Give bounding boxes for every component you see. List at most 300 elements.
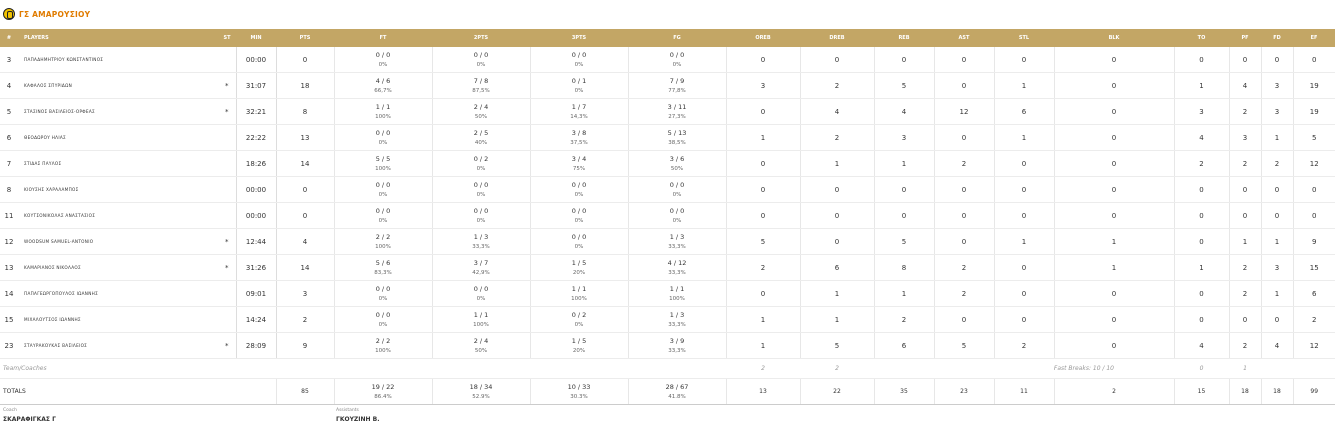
player-name[interactable]: ΠΑΠΑΓΕΩΡΓΟΠΟΥΛΟΣ ΙΩΑΝΝΗΣ	[18, 281, 218, 307]
three-pointers	[530, 229, 628, 255]
two-pointers	[432, 255, 530, 281]
field-goals	[628, 99, 726, 125]
header-blk[interactable]: BLK	[1054, 29, 1174, 47]
two-pointers-pct: 0%	[476, 191, 486, 198]
table-row[interactable]	[0, 281, 1335, 307]
stat-stl: 0	[994, 307, 1054, 333]
free-throws-pct: 83,3%	[374, 269, 392, 276]
minutes: 00:00	[236, 47, 276, 73]
starter-mark	[218, 203, 236, 229]
stat-blk: 0	[1054, 281, 1174, 307]
player-name[interactable]: ΚΟΥΤΣΟΝΙΚΟΛΑΣ ΑΝΑΣΤΑΣΙΟΣ	[18, 203, 218, 229]
free-throws	[334, 307, 432, 333]
player-name[interactable]: WOODSUM SAMUEL-ANTONIO	[18, 229, 218, 255]
free-throws-pct: 0%	[378, 217, 388, 224]
three-pointers-pct: 75%	[572, 165, 586, 172]
table-row[interactable]	[0, 255, 1335, 281]
free-throws-made: 4 / 6	[375, 76, 391, 85]
stat-dreb: 5	[800, 333, 874, 359]
stat-to: 4	[1174, 125, 1229, 151]
team-header	[0, 0, 1343, 28]
points: 8	[276, 99, 334, 125]
stat-stl: 0	[994, 281, 1054, 307]
player-name[interactable]: ΚΑΦΑΛΟΣ ΣΠΥΡΙΔΩΝ	[18, 73, 218, 99]
stat-stl: 2	[994, 333, 1054, 359]
stat-pf: 0	[1229, 307, 1261, 333]
header-oreb[interactable]: OREB	[726, 29, 800, 47]
stat-reb: 2	[874, 307, 934, 333]
field-goals-made: 3 / 11	[667, 102, 687, 111]
free-throws	[334, 73, 432, 99]
stat-reb: 3	[874, 125, 934, 151]
free-throws	[334, 125, 432, 151]
two-pointers-pct: 33,3%	[472, 243, 490, 250]
stat-stl: 0	[994, 255, 1054, 281]
field-goals	[628, 229, 726, 255]
free-throws	[334, 99, 432, 125]
stat-ast: 0	[934, 203, 994, 229]
starter-mark: *	[218, 229, 236, 255]
player-number: 5	[0, 99, 18, 125]
player-name[interactable]: ΚΑΜΑΡΙΑΝΟΣ ΝΙΚΟΛΑΟΣ	[18, 255, 218, 281]
two-pointers-pct: 0%	[476, 217, 486, 224]
team-ef	[1293, 359, 1335, 379]
stat-dreb: 1	[800, 151, 874, 177]
field-goals-pct: 33,3%	[668, 243, 686, 250]
points: 0	[276, 47, 334, 73]
header-ast[interactable]: AST	[934, 29, 994, 47]
field-goals-pct: 50%	[670, 165, 684, 172]
stat-fd: 0	[1261, 203, 1293, 229]
team-dreb: 2	[800, 359, 874, 379]
stat-to: 4	[1174, 333, 1229, 359]
stat-pf: 0	[1229, 47, 1261, 73]
field-goals-made: 0 / 0	[669, 180, 685, 189]
stat-oreb: 1	[726, 125, 800, 151]
player-number: 7	[0, 151, 18, 177]
table-row[interactable]	[0, 99, 1335, 125]
stat-dreb: 1	[800, 307, 874, 333]
stat-blk: 0	[1054, 177, 1174, 203]
stat-ef: 0	[1293, 203, 1335, 229]
three-pointers-pct: 20%	[572, 347, 586, 354]
stat-dreb: 2	[800, 73, 874, 99]
stat-blk: 0	[1054, 151, 1174, 177]
stat-stl: 0	[994, 177, 1054, 203]
stat-blk: 0	[1054, 99, 1174, 125]
two-pointers	[432, 73, 530, 99]
three-pointers	[530, 47, 628, 73]
three-pointers-pct: 20%	[572, 269, 586, 276]
stat-dreb: 0	[800, 203, 874, 229]
three-pointers-made: 1 / 7	[571, 102, 587, 111]
field-goals-pct: 33,3%	[668, 269, 686, 276]
header-3pts[interactable]: 3PTS	[530, 29, 628, 47]
header-min[interactable]: MIN	[236, 29, 276, 47]
stat-reb: 1	[874, 281, 934, 307]
field-goals	[628, 281, 726, 307]
stat-ef: 0	[1293, 47, 1335, 73]
minutes: 00:00	[236, 203, 276, 229]
field-goals-pct: 77,8%	[668, 87, 686, 94]
two-pointers-pct: 50%	[474, 113, 488, 120]
stat-fd: 1	[1261, 125, 1293, 151]
stat-dreb: 0	[800, 47, 874, 73]
stat-stl: 1	[994, 73, 1054, 99]
field-goals-pct: 27,3%	[668, 113, 686, 120]
minutes: 28:09	[236, 333, 276, 359]
stat-oreb: 1	[726, 333, 800, 359]
stat-dreb: 4	[800, 99, 874, 125]
field-goals	[628, 47, 726, 73]
totals-fd: 18	[1261, 379, 1293, 405]
totals-ef: 99	[1293, 379, 1335, 405]
free-throws	[334, 203, 432, 229]
free-throws-made: 0 / 0	[375, 128, 391, 137]
two-pointers-pct: 42,9%	[472, 269, 490, 276]
three-pointers-made: 1 / 5	[571, 258, 587, 267]
three-pointers-made: 3 / 4	[571, 154, 587, 163]
field-goals	[628, 203, 726, 229]
stat-ast: 0	[934, 125, 994, 151]
team-oreb: 2	[726, 359, 800, 379]
stat-oreb: 0	[726, 177, 800, 203]
two-pointers-made: 3 / 7	[473, 258, 489, 267]
table-row[interactable]	[0, 203, 1335, 229]
stat-dreb: 0	[800, 177, 874, 203]
stat-oreb: 0	[726, 99, 800, 125]
points: 4	[276, 229, 334, 255]
team-ast	[934, 359, 994, 379]
assistants-block	[336, 408, 380, 423]
two-pointers-made: 0 / 0	[473, 206, 489, 215]
two-pointers	[432, 307, 530, 333]
table-row[interactable]	[0, 177, 1335, 203]
stat-ast: 0	[934, 229, 994, 255]
three-pointers-made: 3 / 8	[571, 128, 587, 137]
two-pointers	[432, 177, 530, 203]
stat-oreb: 0	[726, 47, 800, 73]
three-pointers-made: 0 / 0	[571, 180, 587, 189]
minutes: 12:44	[236, 229, 276, 255]
totals-free-throws-made: 19 / 22	[371, 382, 395, 391]
field-goals	[628, 125, 726, 151]
stat-blk: 1	[1054, 229, 1174, 255]
free-throws-pct: 0%	[378, 321, 388, 328]
free-throws-pct: 0%	[378, 295, 388, 302]
stat-ast: 5	[934, 333, 994, 359]
points: 14	[276, 255, 334, 281]
stat-pf: 0	[1229, 203, 1261, 229]
two-pointers-pct: 87,5%	[472, 87, 490, 94]
two-pointers-pct: 100%	[473, 321, 489, 328]
minutes: 22:22	[236, 125, 276, 151]
free-throws-made: 0 / 0	[375, 50, 391, 59]
player-name[interactable]: ΣΤΙΔΑΣ ΠΑΥΛΟΣ	[18, 151, 218, 177]
totals-blk: 2	[1054, 379, 1174, 405]
two-pointers-pct: 0%	[476, 61, 486, 68]
stat-ef: 19	[1293, 73, 1335, 99]
stat-reb: 5	[874, 229, 934, 255]
table-row[interactable]	[0, 73, 1335, 99]
totals-three-pointers-pct: 30.3%	[570, 393, 588, 400]
three-pointers-pct: 0%	[574, 87, 584, 94]
stat-ef: 15	[1293, 255, 1335, 281]
player-name[interactable]: ΜΙΧΑΛΟΥΤΣΟΣ ΙΩΑΝΝΗΣ	[18, 307, 218, 333]
three-pointers-pct: 37,5%	[570, 139, 588, 146]
field-goals	[628, 307, 726, 333]
stat-blk: 1	[1054, 255, 1174, 281]
player-name[interactable]: ΘΕΟΔΩΡΟΥ ΗΛΙΑΣ	[18, 125, 218, 151]
free-throws	[334, 177, 432, 203]
starter-mark	[218, 47, 236, 73]
two-pointers-made: 7 / 8	[473, 76, 489, 85]
points: 0	[276, 177, 334, 203]
stat-oreb: 1	[726, 307, 800, 333]
table-row[interactable]	[0, 151, 1335, 177]
stat-fd: 4	[1261, 333, 1293, 359]
stat-blk: 0	[1054, 125, 1174, 151]
three-pointers	[530, 203, 628, 229]
stat-reb: 4	[874, 99, 934, 125]
assistant-name: ΓΚΟΥΖΙΝΗ Β.	[336, 416, 380, 423]
minutes: 18:26	[236, 151, 276, 177]
two-pointers-made: 0 / 0	[473, 50, 489, 59]
player-name[interactable]: ΣΤΑΣΙΝΟΣ ΒΑΣΙΛΕΙΟΣ-ΟΡΦΕΑΣ	[18, 99, 218, 125]
three-pointers	[530, 73, 628, 99]
stat-stl: 0	[994, 47, 1054, 73]
table-row[interactable]	[0, 229, 1335, 255]
stat-stl: 0	[994, 203, 1054, 229]
two-pointers	[432, 151, 530, 177]
totals-reb: 35	[874, 379, 934, 405]
two-pointers	[432, 47, 530, 73]
field-goals-made: 4 / 12	[667, 258, 687, 267]
free-throws-pct: 100%	[375, 243, 391, 250]
starter-mark	[218, 151, 236, 177]
stat-ast: 12	[934, 99, 994, 125]
team-reb	[874, 359, 934, 379]
stat-ef: 12	[1293, 151, 1335, 177]
header-pf[interactable]: PF	[1229, 29, 1261, 47]
three-pointers	[530, 177, 628, 203]
field-goals-pct: 0%	[672, 191, 682, 198]
totals-stl: 11	[994, 379, 1054, 405]
field-goals	[628, 177, 726, 203]
stat-reb: 0	[874, 203, 934, 229]
three-pointers-made: 1 / 5	[571, 336, 587, 345]
free-throws-made: 2 / 2	[375, 336, 391, 345]
field-goals	[628, 73, 726, 99]
three-pointers-made: 0 / 0	[571, 50, 587, 59]
two-pointers-made: 2 / 4	[473, 102, 489, 111]
stat-pf: 0	[1229, 177, 1261, 203]
stat-to: 0	[1174, 307, 1229, 333]
player-name[interactable]: ΠΑΠΑΔΗΜΗΤΡΙΟΥ ΚΩΝΣΤΑΝΤΙΝΟΣ	[18, 47, 218, 73]
starter-mark: *	[218, 73, 236, 99]
stat-to: 0	[1174, 47, 1229, 73]
header-players[interactable]: PLAYERS	[18, 29, 218, 47]
stat-ef: 19	[1293, 99, 1335, 125]
field-goals-pct: 100%	[669, 295, 685, 302]
totals-free-throws	[334, 379, 432, 405]
stat-oreb: 0	[726, 151, 800, 177]
stat-ef: 9	[1293, 229, 1335, 255]
three-pointers	[530, 151, 628, 177]
stat-reb: 0	[874, 47, 934, 73]
stat-pf: 4	[1229, 73, 1261, 99]
header-reb[interactable]: REB	[874, 29, 934, 47]
free-throws	[334, 255, 432, 281]
stat-dreb: 2	[800, 125, 874, 151]
two-pointers	[432, 125, 530, 151]
totals-to: 15	[1174, 379, 1229, 405]
stat-to: 0	[1174, 177, 1229, 203]
stat-ef: 5	[1293, 125, 1335, 151]
two-pointers-pct: 0%	[476, 295, 486, 302]
stat-oreb: 0	[726, 281, 800, 307]
free-throws-pct: 0%	[378, 139, 388, 146]
starter-mark	[218, 307, 236, 333]
totals-field-goals-pct: 41.8%	[668, 393, 686, 400]
minutes: 14:24	[236, 307, 276, 333]
points: 3	[276, 281, 334, 307]
field-goals-made: 0 / 0	[669, 50, 685, 59]
two-pointers-made: 1 / 3	[473, 232, 489, 241]
stat-ast: 0	[934, 47, 994, 73]
stat-stl: 6	[994, 99, 1054, 125]
two-pointers	[432, 99, 530, 125]
stat-pf: 1	[1229, 229, 1261, 255]
two-pointers-pct: 50%	[474, 347, 488, 354]
player-name[interactable]: ΣΤΑΥΡΑΚΟΥΚΑΣ ΒΑΣΙΛΕΙΟΣ	[18, 333, 218, 359]
minutes: 31:07	[236, 73, 276, 99]
totals-two-pointers	[432, 379, 530, 405]
two-pointers	[432, 281, 530, 307]
two-pointers-pct: 40%	[474, 139, 488, 146]
coach-name: ΣΚΑΡΑΦΙΓΚΑΣ Γ	[3, 416, 56, 423]
minutes: 09:01	[236, 281, 276, 307]
stat-stl: 1	[994, 125, 1054, 151]
header-#[interactable]: #	[0, 29, 18, 47]
fast-breaks: Fast Breaks: 10 / 10	[994, 359, 1174, 379]
table-row[interactable]	[0, 47, 1335, 73]
header-ft[interactable]: FT	[334, 29, 432, 47]
assistants-label: Assistants	[336, 408, 359, 413]
stat-to: 2	[1174, 151, 1229, 177]
two-pointers-pct: 0%	[476, 165, 486, 172]
field-goals-pct: 0%	[672, 217, 682, 224]
stat-fd: 0	[1261, 177, 1293, 203]
header-stl[interactable]: STL	[994, 29, 1054, 47]
header-fg[interactable]: FG	[628, 29, 726, 47]
header-2pts[interactable]: 2PTS	[432, 29, 530, 47]
field-goals-made: 5 / 13	[667, 128, 687, 137]
stat-ef: 12	[1293, 333, 1335, 359]
table-row[interactable]	[0, 333, 1335, 359]
field-goals	[628, 151, 726, 177]
two-pointers-made: 2 / 4	[473, 336, 489, 345]
free-throws-pct: 100%	[375, 347, 391, 354]
stat-ef: 2	[1293, 307, 1335, 333]
stat-fd: 3	[1261, 99, 1293, 125]
player-number: 3	[0, 47, 18, 73]
stat-blk: 0	[1054, 333, 1174, 359]
stat-to: 0	[1174, 229, 1229, 255]
header-pts[interactable]: PTS	[276, 29, 334, 47]
field-goals-made: 3 / 6	[669, 154, 685, 163]
stat-stl: 1	[994, 229, 1054, 255]
player-number: 14	[0, 281, 18, 307]
team-pf: 1	[1229, 359, 1261, 379]
stat-pf: 2	[1229, 99, 1261, 125]
stat-stl: 0	[994, 151, 1054, 177]
minutes: 32:21	[236, 99, 276, 125]
player-number: 12	[0, 229, 18, 255]
team-name[interactable]: ΓΣ ΑΜΑΡΟΥΣΙΟΥ	[19, 9, 91, 19]
player-number: 15	[0, 307, 18, 333]
free-throws-made: 5 / 5	[375, 154, 391, 163]
totals-pf: 18	[1229, 379, 1261, 405]
free-throws	[334, 47, 432, 73]
totals-three-pointers-made: 10 / 33	[567, 382, 591, 391]
stat-blk: 0	[1054, 307, 1174, 333]
team-to: 0	[1174, 359, 1229, 379]
header-fd[interactable]: FD	[1261, 29, 1293, 47]
stat-oreb: 5	[726, 229, 800, 255]
three-pointers-made: 0 / 2	[571, 310, 587, 319]
three-pointers-pct: 0%	[574, 61, 584, 68]
two-pointers-made: 0 / 0	[473, 284, 489, 293]
table-row[interactable]	[0, 125, 1335, 151]
stat-ast: 0	[934, 307, 994, 333]
free-throws-pct: 66,7%	[374, 87, 392, 94]
header-st[interactable]: ST	[218, 29, 236, 47]
team-coaches-row	[0, 359, 1335, 379]
field-goals-made: 3 / 9	[669, 336, 685, 345]
stat-oreb: 3	[726, 73, 800, 99]
three-pointers	[530, 99, 628, 125]
field-goals-pct: 38,5%	[668, 139, 686, 146]
three-pointers-pct: 0%	[574, 243, 584, 250]
stat-reb: 1	[874, 151, 934, 177]
free-throws-made: 2 / 2	[375, 232, 391, 241]
totals-oreb: 13	[726, 379, 800, 405]
field-goals-pct: 33,3%	[668, 321, 686, 328]
free-throws-made: 1 / 1	[375, 102, 391, 111]
stat-ef: 6	[1293, 281, 1335, 307]
starter-mark: *	[218, 255, 236, 281]
table-header-row	[0, 29, 1335, 47]
three-pointers	[530, 307, 628, 333]
table-row[interactable]	[0, 307, 1335, 333]
totals-points: 85	[276, 379, 334, 405]
free-throws-made: 5 / 6	[375, 258, 391, 267]
stat-blk: 0	[1054, 73, 1174, 99]
stat-ast: 2	[934, 151, 994, 177]
header-ef[interactable]: EF	[1293, 29, 1335, 47]
free-throws	[334, 333, 432, 359]
header-to[interactable]: TO	[1174, 29, 1229, 47]
header-dreb[interactable]: DREB	[800, 29, 874, 47]
stat-oreb: 2	[726, 255, 800, 281]
starter-mark	[218, 281, 236, 307]
team-coaches-label: Team/Coaches	[0, 359, 726, 379]
totals-free-throws-pct: 86.4%	[374, 393, 392, 400]
player-name[interactable]: ΚΙΟΥΣΗΣ ΧΑΡΑΛΑΜΠΟΣ	[18, 177, 218, 203]
stat-dreb: 6	[800, 255, 874, 281]
free-throws-made: 0 / 0	[375, 206, 391, 215]
